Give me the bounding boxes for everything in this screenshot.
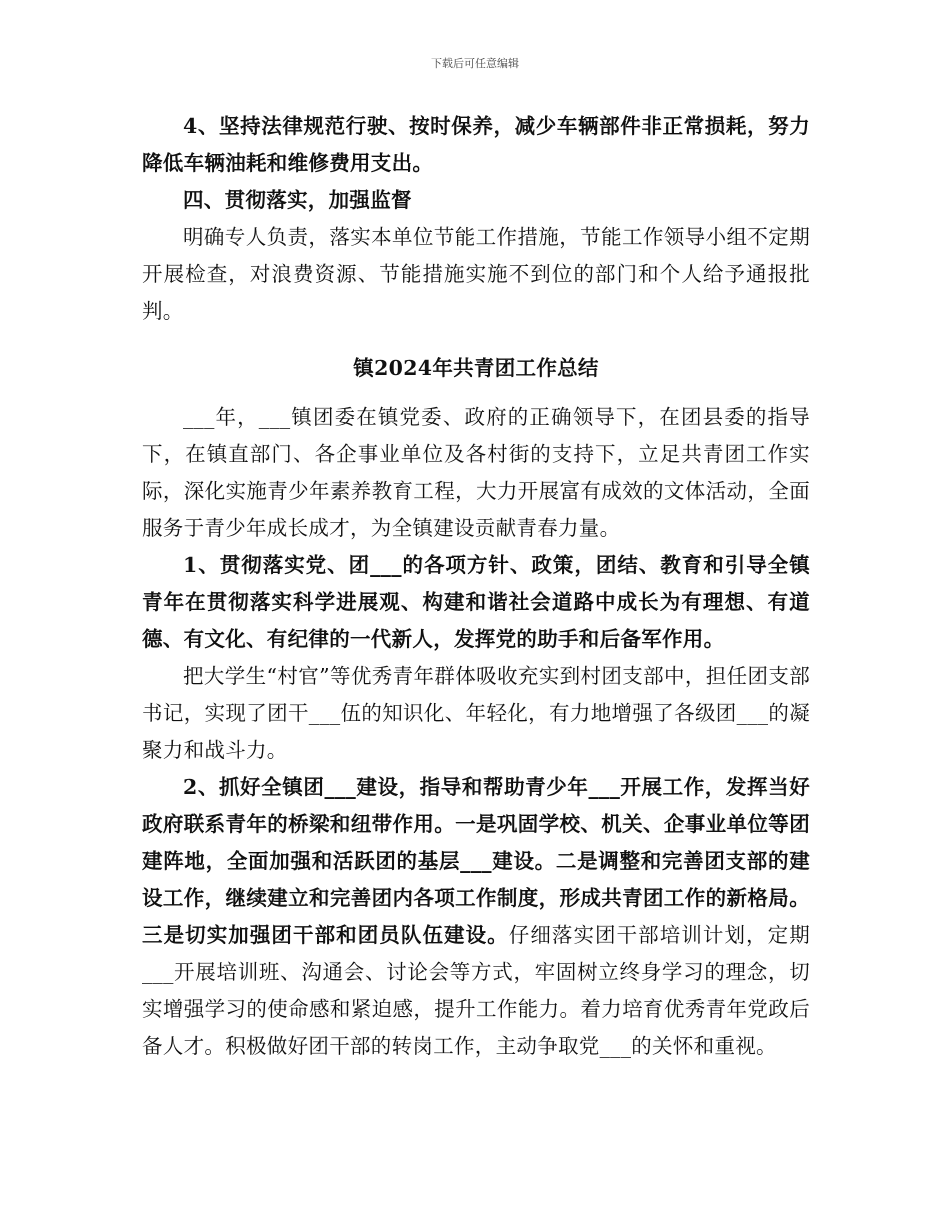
page-header: 下载后可任意编辑: [431, 57, 519, 70]
document-body: [142, 108, 810, 1065]
point-1-paragraph: 1、贯彻落实党、团___的各项方针、政策，团结、教育和引导全镇青年在贯彻落实科学进展观、构建和谐社会道路中成长为有理想、有道德、有文化、有纪律的一代新人，发挥党的助手和后备军作用。: [142, 553, 810, 651]
document-title: 镇2024年共青团工作总结: [353, 356, 599, 380]
item-4-paragraph: 4、坚持法律规范行驶、按时保养，减少车辆部件非正常损耗，努力降低车辆油耗和维修费用支出。: [142, 114, 810, 175]
point-2-normal-text: 仔细落实团干部培训计划，定期___开展培训班、沟通会、讨论会等方式，牢固树立终身学习的理念，切实增强学习的使命感和紧迫感，提升工作能力。着力培育优秀青年党政后备人才。积极做好团干部的转岗工作，主动争取党___的关怀和重视。: [142, 923, 810, 1058]
point-2-bold-text: 2、抓好全镇团___建设，指导和帮助青少年___开展工作，发挥当好政府联系青年的桥梁和纽带作用。一是巩固学校、机关、企事业单位等团建阵地，全面加强和活跃团的基层___建设。二是调整和完善团支部的建设工作，继续建立和完善团内各项工作制度，形成共青团工作的新格局。三是切实加强团干部和团员队伍建设。: [142, 775, 810, 947]
village-official-paragraph: 把大学生“村官”等优秀青年群体吸收充实到村团支部中，担任团支部书记，实现了团干___伍的知识化、年轻化，有力地增强了各级团___的凝聚力和战斗力。: [142, 664, 810, 762]
intro-paragraph: ___年，___镇团委在镇党委、政府的正确领导下，在团县委的指导下，在镇直部门、各企事业单位及各村街的支持下，立足共青团工作实际，深化实施青少年素养教育工程，大力开展富有成效的文体活动，全面服务于青少年成长成才，为全镇建设贡献青春力量。: [142, 405, 810, 540]
section-heading-4: 四、贯彻落实，加强监督: [183, 188, 412, 212]
supervision-paragraph: 明确专人负责，落实本单位节能工作措施，节能工作领导小组不定期开展检查，对浪费资源、节能措施实施不到位的部门和个人给予通报批判。: [142, 225, 810, 323]
point-2-paragraph: [142, 769, 810, 1065]
